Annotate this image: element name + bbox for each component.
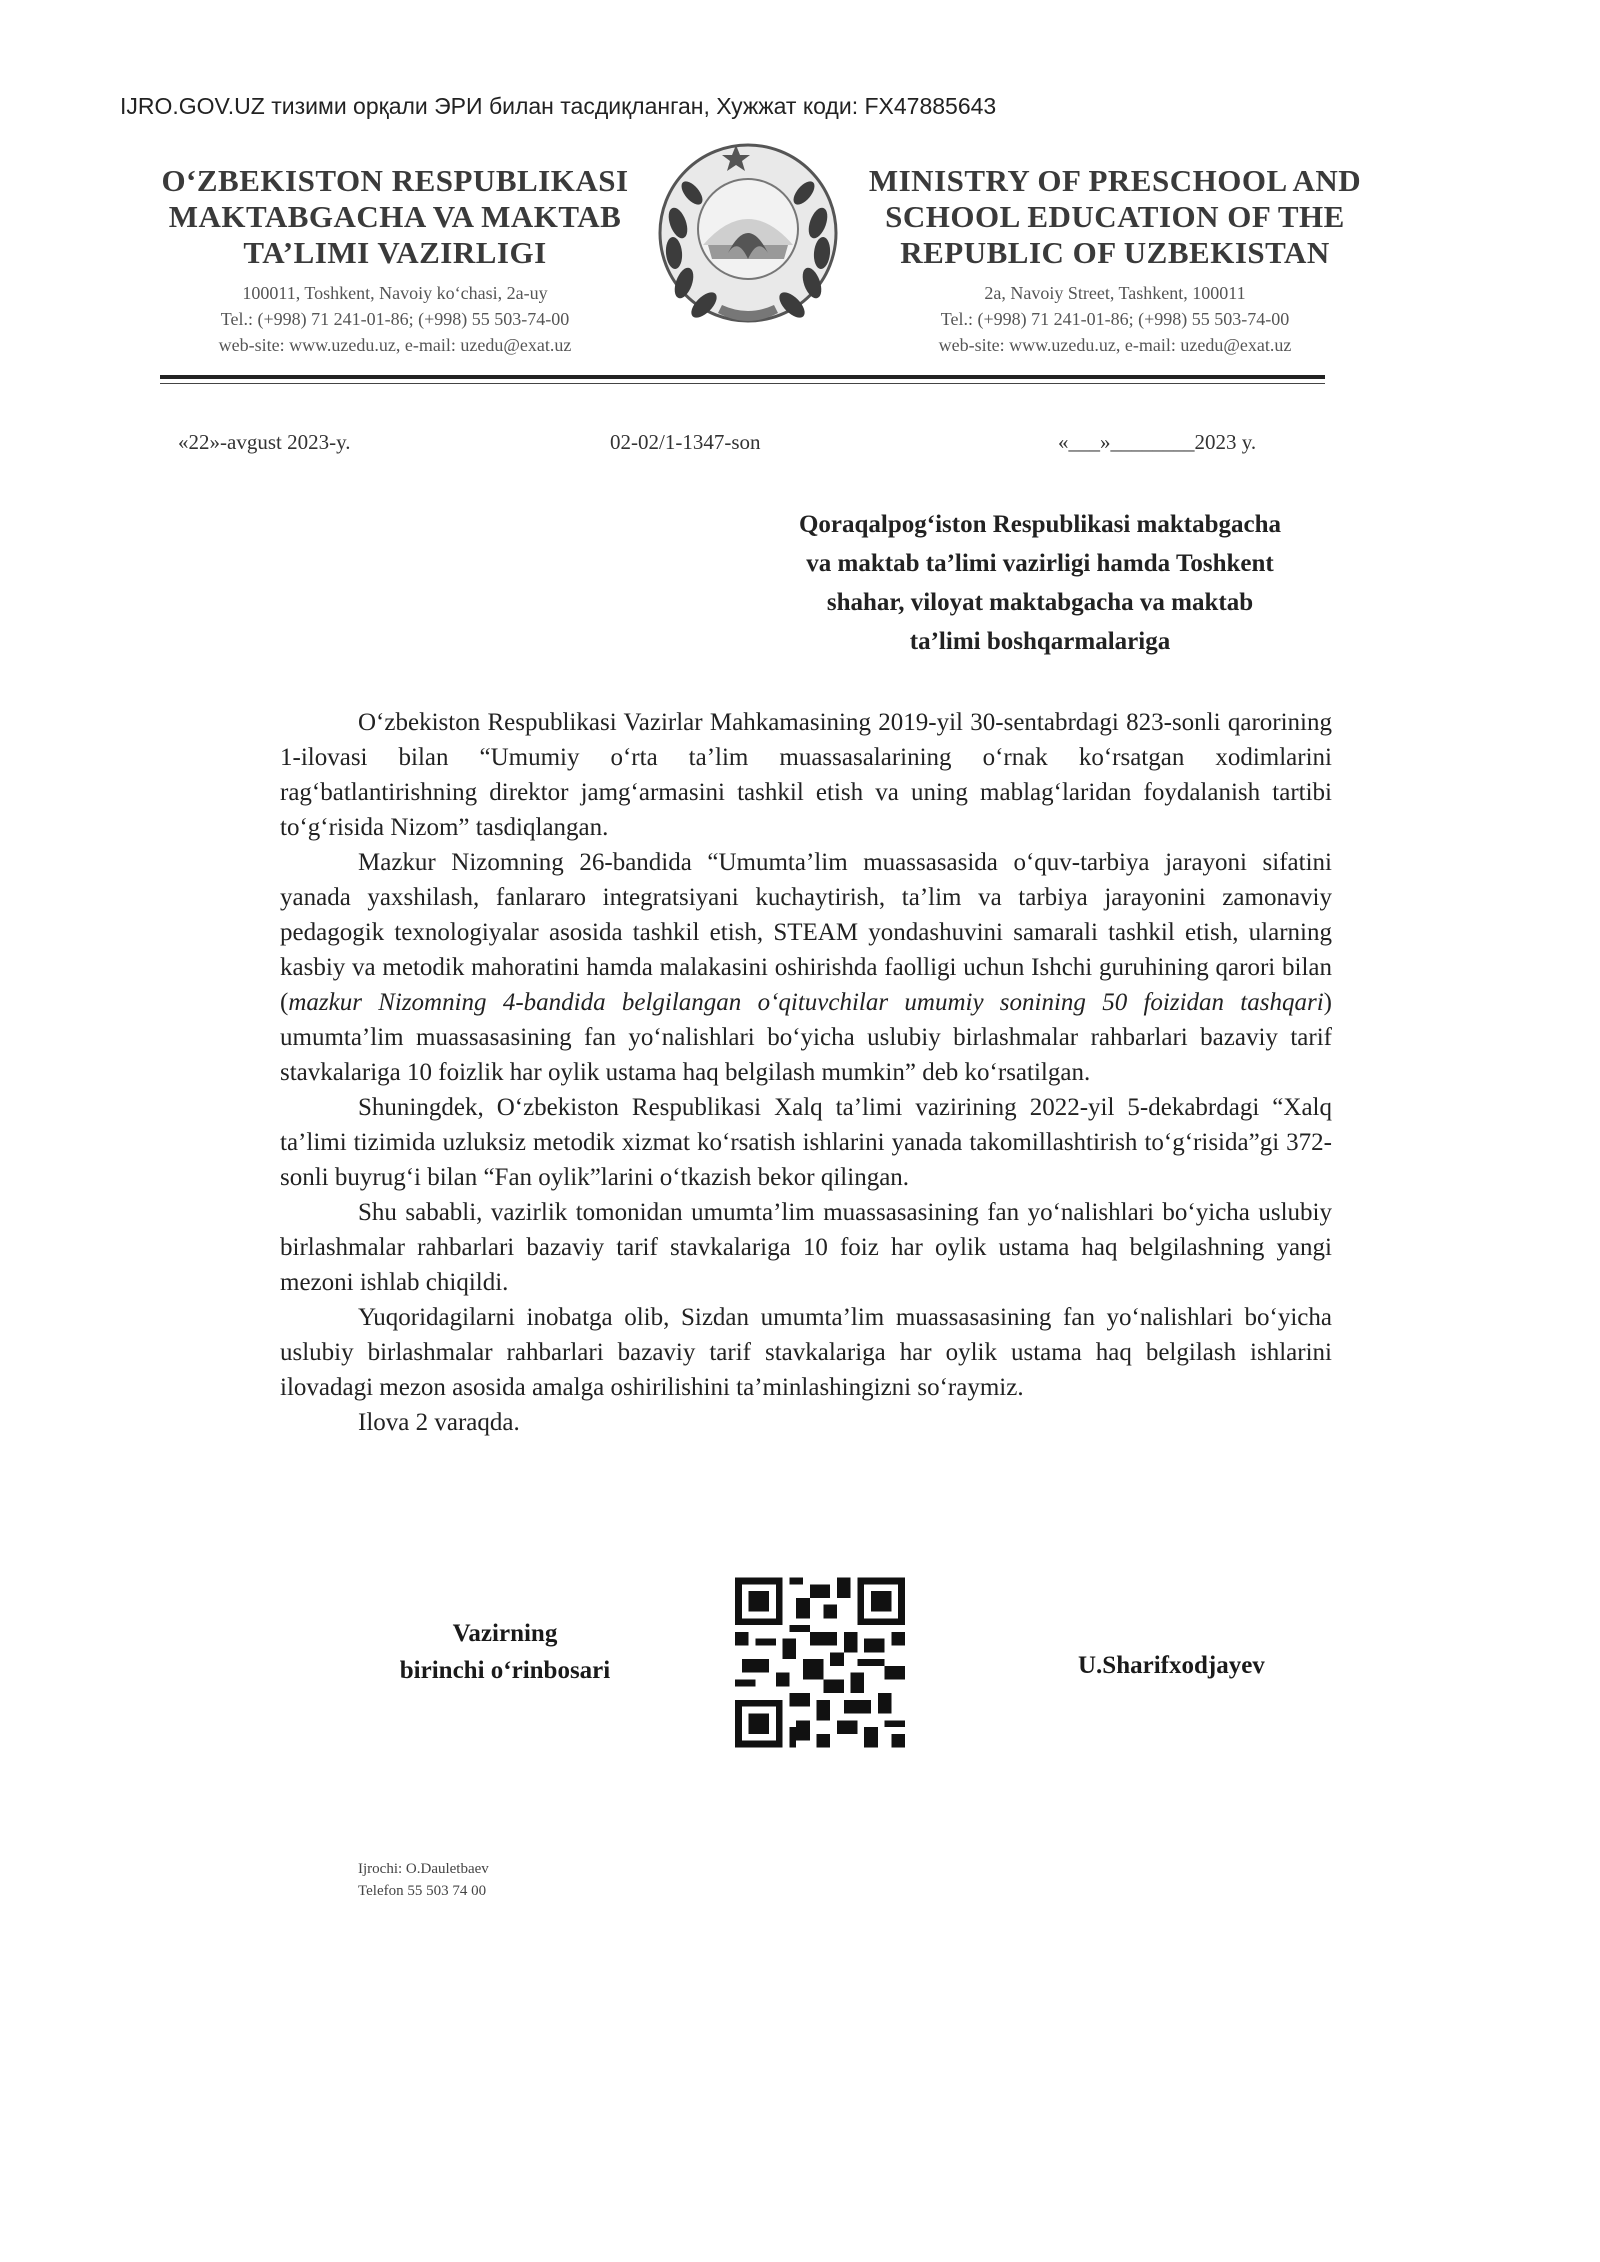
ministry-address-uz <box>150 280 640 358</box>
verification-line: IJRO.GOV.UZ тизими орқали ЭРИ билан тасдиқланган, Хужжат коди: FX47885643 <box>120 93 997 119</box>
header-divider-thick <box>160 375 1325 379</box>
addressee-line: ta’limi boshqarmalariga <box>909 628 1171 655</box>
addressee-block <box>740 505 1340 661</box>
ministry-name-en-line: REPUBLIC OF UZBEKISTAN <box>900 235 1330 270</box>
ministry-name-uz-line: TA’LIMI VAZIRLIGI <box>243 235 547 270</box>
body-italic-text: mazkur Nizomning 4-bandida belgilangan o‘qituvchilar umumiy sonining 50 foizidan tashqari <box>288 989 1324 1016</box>
ministry-name-en <box>860 163 1370 271</box>
attachment-note: Ilova 2 varaqda. <box>358 1409 520 1436</box>
body-text: Mazkur Nizomning 26-bandida “Umumta’lim muassasasida o‘quv-tarbiya jarayoni sifatini yanada yaxshilash, fanlararo integratsiyani kuchaytirish, ta’lim va tarbiya jarayonini zamonaviy pedagogik texnologiyalar asosida tashkil etish, STEAM yondashuvini samarali tashkil etish, ularning kasbiy va metodik mahoratini hamda malakasini oshirishda faolligi uchun Ishchi guruhining qarori bilan ( <box>280 849 1332 1016</box>
letter-body <box>280 705 1332 1440</box>
ministry-name-uz <box>150 163 640 271</box>
body-paragraph: Shuningdek, O‘zbekiston Respublikasi Xalq ta’limi vazirining 2022-yil 5-dekabrdagi “Xalq ta’limi tizimida uzluksiz metodik xizmat ko‘rsatish ishlarini yanada takomillashtirish to‘g‘risida”gi 372-sonli buyrug‘i bilan “Fan oylik”larini o‘tkazish bekor qilingan. <box>280 1094 1332 1191</box>
executor-phone: Telefon 55 503 74 00 <box>358 1883 487 1899</box>
body-paragraph: O‘zbekiston Respublikasi Vazirlar Mahkamasining 2019-yil 30-sentabrdagi 823-sonli qarorining 1-ilovasi bilan “Umumiy o‘rta ta’lim muassasalarining o‘rnak ko‘rsatgan xodimlarini rag‘batlantirishning direktor jamg‘armasini tashkil etish va uning mablag‘laridan foydalanish tartibi to‘g‘risida Nizom” tasdiqlangan. <box>280 709 1332 841</box>
header-divider-thin <box>160 383 1325 384</box>
executor-name: Ijrochi: O.Dauletbaev <box>358 1861 489 1877</box>
executor-info <box>358 1858 489 1902</box>
body-text: ) umumta’lim muassasasining fan yo‘nalishlari bo‘yicha uslubiy birlashmalar rahbarlari bazaviy tarif stavkalariga 10 foizlik har oylik ustama haq belgilash mumkin” deb ko‘rsatilgan. <box>280 989 1332 1086</box>
qr-code-icon <box>735 1575 905 1750</box>
website-line: web-site: www.uzedu.uz, e-mail: uzedu@exat.uz <box>938 335 1292 355</box>
website-line: web-site: www.uzedu.uz, e-mail: uzedu@exat.uz <box>218 335 572 355</box>
addressee-line: shahar, viloyat maktabgacha va maktab <box>826 589 1254 616</box>
reply-date-blank: «___»________2023 y. <box>1058 430 1257 454</box>
ministry-name-uz-line: MAKTABGACHA VA MAKTAB <box>168 199 622 234</box>
addressee-line: va maktab ta’limi vazirligi hamda Toshkent <box>806 550 1274 577</box>
body-paragraph <box>280 845 1332 1090</box>
address-line: 2a, Navoiy Street, Tashkent, 100011 <box>984 283 1246 303</box>
document-date: «22»-avgust 2023-y. <box>178 430 351 454</box>
signatory-title-line: Vazirning <box>452 1620 558 1647</box>
ministry-name-uz-line: O‘ZBEKISTON RESPUBLIKASI <box>161 163 629 198</box>
phone-line: Tel.: (+998) 71 241-01-86; (+998) 55 503-74-00 <box>940 309 1290 329</box>
addressee-line: Qoraqalpog‘iston Respublikasi maktabgacha <box>798 511 1282 538</box>
body-paragraph: Shu sababli, vazirlik tomonidan umumta’lim muassasasining fan yo‘nalishlari bo‘yicha uslubiy birlashmalar rahbarlari bazaviy tarif stavkalariga 10 foiz har oylik ustama haq belgilashning yangi mezoni ishlab chiqildi. <box>280 1199 1332 1296</box>
signatory-name: U.Sharifxodjayev <box>1078 1652 1265 1679</box>
phone-line: Tel.: (+998) 71 241-01-86; (+998) 55 503-74-00 <box>220 309 570 329</box>
ministry-name-en-line: MINISTRY OF PRESCHOOL AND <box>868 163 1362 198</box>
address-line: 100011, Toshkent, Navoiy ko‘chasi, 2a-uy <box>242 283 548 303</box>
ministry-name-en-line: SCHOOL EDUCATION OF THE <box>885 199 1345 234</box>
signatory-title <box>355 1615 655 1689</box>
ministry-address-en <box>860 280 1370 358</box>
state-emblem-icon <box>648 133 848 333</box>
document-number: 02-02/1-1347-son <box>610 430 761 454</box>
signatory-title-line: birinchi o‘rinbosari <box>399 1657 611 1684</box>
body-paragraph: Yuqoridagilarni inobatga olib, Sizdan umumta’lim muassasasining fan yo‘nalishlari bo‘yicha uslubiy birlashmalar rahbarlari bazaviy tarif stavkalariga har oylik ustama haq belgilash ishlarini ilovadagi mezon asosida amalga oshirilishini ta’minlashingizni so‘raymiz. <box>280 1304 1332 1401</box>
